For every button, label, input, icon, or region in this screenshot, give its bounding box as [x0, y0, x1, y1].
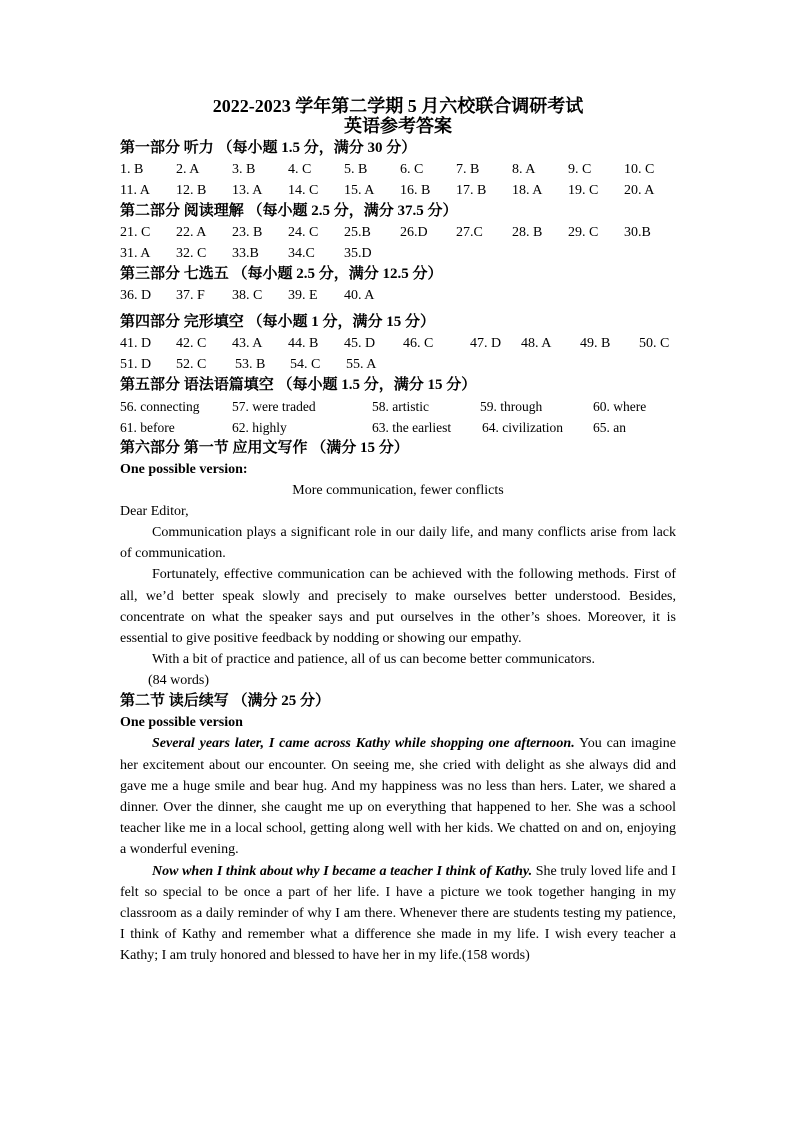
answer-item: 46. C — [403, 336, 434, 351]
answer-item: 3. B — [232, 162, 256, 177]
answer-item: 9. C — [568, 162, 592, 177]
answer-row — [120, 159, 676, 180]
answer-item: 37. F — [176, 288, 205, 303]
answer-row — [120, 396, 676, 417]
answer-item: 26.D — [400, 225, 428, 240]
part1-heading: 第一部分 听力 （每小题 1.5 分，满分 30 分） — [120, 140, 417, 156]
answer-item: 40. A — [344, 288, 375, 303]
answer-item: 25.B — [344, 225, 371, 240]
part6-heading: 第六部分 第一节 应用文写作 （满分 15 分） — [120, 440, 409, 456]
answer-item: 60. where — [593, 399, 647, 414]
answer-item: 15. A — [344, 183, 375, 198]
paragraph-lead: Several years later, I came across Kathy while shopping one afternoon. — [152, 736, 575, 752]
answer-item: 35.D — [344, 246, 372, 261]
answer-item: 48. A — [521, 336, 552, 351]
part5-heading: 第五部分 语法语篇填空 （每小题 1.5 分，满分 15 分） — [120, 377, 477, 393]
answer-item: 38. C — [232, 288, 263, 303]
answer-item: 17. B — [456, 183, 487, 198]
answer-item: 21. C — [120, 225, 151, 240]
essay-paragraph: Fortunately, effective communication can be achieved with the following methods. First of all, we’d better speak slowly and precisely to make ourselves better understood. Besides, concentrate on what the speaker says and put ourselves in the other’s shoes. Moreover, it is essential to give positive feedback by nodding or showing our empathy. — [120, 567, 676, 647]
answer-item: 4. C — [288, 162, 312, 177]
answer-item: 34.C — [288, 246, 315, 261]
continuation-paragraph — [120, 733, 676, 860]
answer-row — [120, 243, 676, 264]
answer-item: 14. C — [288, 183, 319, 198]
answer-item: 57. were traded — [232, 399, 316, 414]
answer-item: 8. A — [512, 162, 536, 177]
answer-item: 23. B — [232, 225, 263, 240]
answer-item: 19. C — [568, 183, 599, 198]
answer-item: 33.B — [232, 246, 259, 261]
answer-item: 59. through — [480, 399, 543, 414]
answer-item: 32. C — [176, 246, 207, 261]
answer-item: 47. D — [470, 336, 502, 351]
answer-item: 36. D — [120, 288, 152, 303]
answer-row — [120, 180, 676, 201]
answer-item: 31. A — [120, 246, 151, 261]
paragraph-body: She truly loved life and I felt so special to be once a part of her life. I have a picture we took together hanging in my classroom as a daily reminder of why I am there. Whenever there are students testing my patience, I think of Kathy and remember what a difference she made in my life. I wish every teacher a Kathy; I am truly honored and blessed to have her in my life.(158 words) — [120, 863, 676, 964]
essay-paragraph: Communication plays a significant role in our daily life, and many conflicts arise from lack of communication. — [120, 525, 676, 562]
answer-item: 12. B — [176, 183, 207, 198]
answer-item: 61. before — [120, 420, 175, 435]
page-subtitle: 英语参考答案 — [344, 116, 452, 136]
answer-item: 54. C — [290, 357, 321, 372]
answer-item: 11. A — [120, 183, 150, 198]
word-count: (84 words) — [148, 673, 210, 689]
answer-item: 7. B — [456, 162, 480, 177]
answer-row — [120, 222, 676, 243]
answer-item: 52. C — [176, 357, 207, 372]
answer-item: 10. C — [624, 162, 655, 177]
answer-item: 29. C — [568, 225, 599, 240]
answer-item: 22. A — [176, 225, 207, 240]
answer-row — [120, 417, 676, 438]
answer-item: 53. B — [235, 357, 266, 372]
answer-row — [120, 333, 676, 354]
part6-section2-heading: 第二节 读后续写 （满分 25 分） — [120, 693, 331, 710]
version-label: One possible version: — [120, 462, 248, 477]
answer-item: 51. D — [120, 357, 152, 372]
answer-item: 56. connecting — [120, 399, 200, 414]
part4-heading: 第四部分 完形填空 （每小题 1 分，满分 15 分） — [120, 314, 436, 330]
answer-item: 39. E — [288, 288, 318, 303]
answer-item: 20. A — [624, 183, 655, 198]
answer-item: 2. A — [176, 162, 200, 177]
answer-item: 45. D — [344, 336, 376, 351]
answer-item: 27.C — [456, 225, 483, 240]
answer-row — [120, 285, 676, 306]
answer-key-page — [120, 96, 676, 967]
answer-item: 43. A — [232, 336, 263, 351]
answer-row — [120, 354, 676, 375]
essay-paragraph: With a bit of practice and patience, all of us can become better communicators. — [152, 652, 595, 668]
version-label: One possible version — [120, 715, 243, 731]
part3-heading: 第三部分 七选五 （每小题 2.5 分，满分 12.5 分） — [120, 266, 443, 282]
paragraph-body: You can imagine her excitement about our encounter. On seeing me, she cried with delight as she always did and gave me a huge smile and bear hug. And my happiness was no less than hers. Later, we shared a dinner. Over the dinner, she caught me up on everything that happened to her. She was a school teacher like me in a local school, getting along well with her kids. We chatted on and on, enjoying a wonderful evening. — [120, 736, 677, 858]
answer-item: 1. B — [120, 162, 144, 177]
answer-item: 30.B — [624, 225, 651, 240]
part2-heading: 第二部分 阅读理解 （每小题 2.5 分，满分 37.5 分） — [120, 203, 458, 219]
continuation-paragraph — [120, 861, 676, 967]
answer-item: 62. highly — [232, 420, 287, 435]
answer-item: 65. an — [593, 420, 626, 435]
answer-item: 64. civilization — [482, 420, 563, 435]
answer-item: 16. B — [400, 183, 431, 198]
answer-item: 50. C — [639, 336, 670, 351]
answer-item: 13. A — [232, 183, 263, 198]
answer-item: 6. C — [400, 162, 424, 177]
answer-item: 44. B — [288, 336, 319, 351]
page-title: 2022-2023 学年第二学期 5 月六校联合调研考试 — [212, 96, 584, 116]
answer-item: 41. D — [120, 336, 152, 351]
essay-title: More communication, fewer conflicts — [292, 483, 504, 498]
answer-item: 42. C — [176, 336, 207, 351]
answer-item: 58. artistic — [372, 399, 429, 414]
answer-item: 5. B — [344, 162, 368, 177]
answer-item: 63. the earliest — [372, 420, 452, 435]
answer-item: 24. C — [288, 225, 319, 240]
paragraph-lead: Now when I think about why I became a teacher I think of Kathy. — [152, 863, 533, 879]
answer-item: 18. A — [512, 183, 543, 198]
letter-greeting: Dear Editor, — [120, 504, 189, 519]
answer-item: 55. A — [346, 357, 377, 372]
answer-item: 28. B — [512, 225, 543, 240]
answer-item: 49. B — [580, 336, 611, 351]
